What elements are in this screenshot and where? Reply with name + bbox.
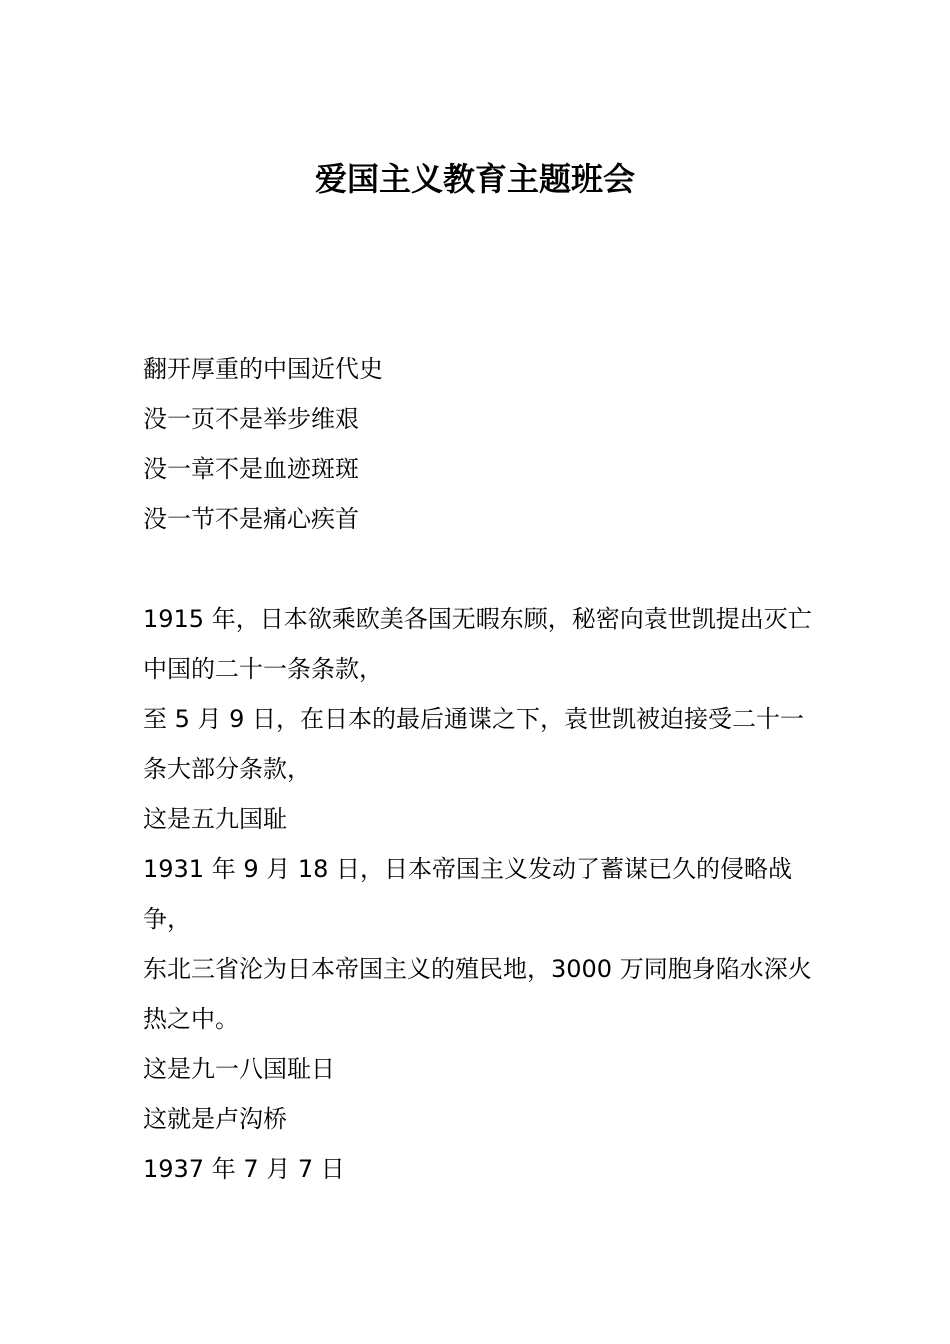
poem-block (143, 344, 823, 544)
history-paragraph: 至 5 月 9 日，在日本的最后通谍之下，袁世凯被迫接受二十一条大部分条款， (143, 705, 805, 783)
history-paragraph: 1937 年 7 月 7 日 (143, 1155, 345, 1183)
history-paragraph: 1915 年，日本欲乘欧美各国无暇东顾，秘密向袁世凯提出灭亡中国的二十一条条款， (143, 605, 812, 683)
history-block (143, 594, 823, 1194)
history-paragraph: 东北三省沦为日本帝国主义的殖民地，3000 万同胞身陷水深火热之中。 (143, 955, 812, 1033)
poem-line: 翻开厚重的中国近代史 (143, 355, 383, 383)
history-paragraph: 这是九一八国耻日 (143, 1055, 335, 1083)
poem-line: 没一页不是举步维艰 (143, 405, 359, 433)
poem-line: 没一节不是痛心疾首 (143, 505, 359, 533)
history-paragraph: 1931 年 9 月 18 日，日本帝国主义发动了蓄谋已久的侵略战争， (143, 855, 793, 933)
poem-line: 没一章不是血迹斑斑 (143, 455, 359, 483)
history-paragraph: 这就是卢沟桥 (143, 1105, 287, 1133)
history-paragraph: 这是五九国耻 (143, 805, 287, 833)
document-title: 爱国主义教育主题班会 (314, 160, 635, 198)
